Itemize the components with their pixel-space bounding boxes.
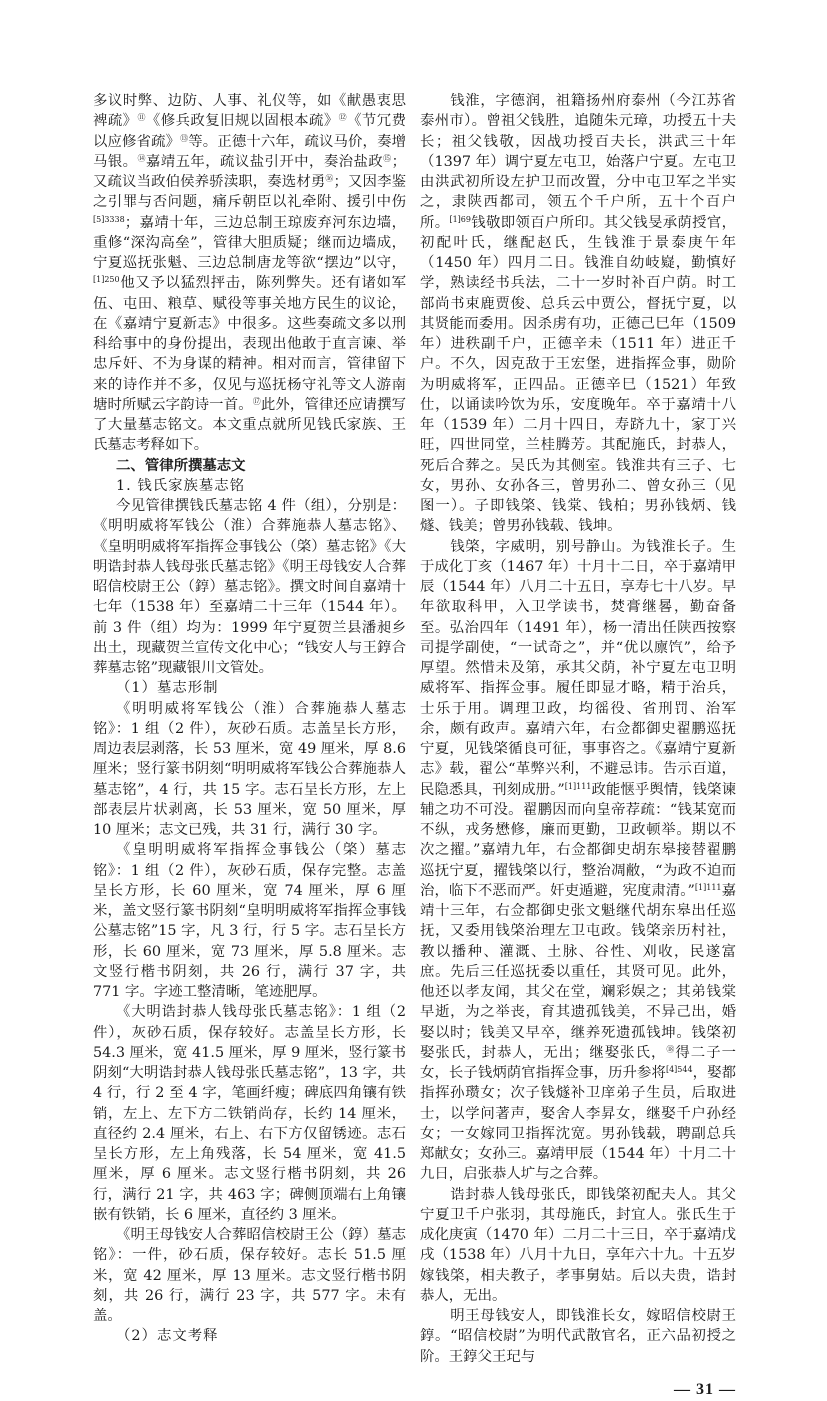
text-run: ，娶都指挥孙瓒女；次子钱燧补卫庠弟子生员，后取进士，以学问著声，娶舍人李昇女，继娶千户孙经女；一女嫁同卫指挥沈宽。男孙钱载，聘副总兵郑献女；女孙三。嘉靖甲辰（1544 年）十月二十九日，启张恭人圹与之合葬。 bbox=[420, 1065, 736, 1183]
paragraph bbox=[420, 1185, 736, 1307]
text-run: 今见管律撰钱氏墓志铭 4 件（组），分别是：《明明威将军钱公（淮）合葬施恭人墓志铭》、《皇明明威将军指挥佥事钱公（棨）墓志铭》《大明诰封恭人钱母张氏墓志铭》《明王母钱安人合葬昭信校尉王公（錞）墓志铭》。撰文时间自嘉靖十七年（1538 年）至嘉靖二十三年（1544 年）。前 3 件（组）均为：1999 年宁夏贺兰县潘昶乡出土，现藏贺兰宣传文化中心；“钱安人与王錞合葬墓志铭”现藏银川文管处。 bbox=[93, 498, 406, 676]
text-run: 政能惬乎舆情，钱棨谏辅之功不可没。翟鹏因而向皇帝荐疏：“钱某宽而不纵，戎务懋修，廉而更勤，卫政顿举。期以不次之擢。”嘉靖九年，右佥都御史胡东皋接替翟鹏巡抚宁夏，擢钱棨以行，整治凋敝，“为政不迫而治，临下不恶而严。奸吏遁避，宪度肃清。” bbox=[420, 781, 736, 899]
footnote-reference: [1]250 bbox=[93, 275, 120, 285]
paragraph bbox=[93, 840, 406, 1002]
text-run: 他又予以猛烈抨击，陈列弊失。还有诸如军伍、屯田、粮草、赋役等事关地方民生的议论，在《嘉靖宁夏新志》中很多。这些奏疏文多以刑科给事中的身份提出，表现出他敢于直言谏、举忠斥奸、不为身谋的精神。相对而言，管律留下来的诗作并不多，仅见与巡抚杨守礼等文人游南塘时所赋云字韵诗一首。 bbox=[93, 275, 406, 413]
text-run: 嘉靖十三年，右佥都御史张文魁继代胡东皋出任巡抚，又委用钱棨治理左卫屯政。钱棨亲历村社，教以播种、灌溉、土脉、谷性、刈收，民遂富庶。先后三任巡抚委以重任，其贤可见。此外，他还以孝友闻，其父在堂，斓彩娱之；其弟钱棠早逝，为之举丧，育其遗孤钱美，不异己出，婚娶以时；钱美又早卒，继养死遗孤钱坤。钱棨初娶张氏，封恭人，无出；继娶张氏， bbox=[420, 882, 736, 1061]
text-run: 《明王母钱安人合葬昭信校尉王公（錞）墓志铭》：一件，砂石质，保存较好。志长 51.5 厘米，宽 42 厘米，厚 13 厘米。志文竖行楷书阴刻，共 26 行，满行 23 字，共 577 字。未有盖。 bbox=[93, 1227, 406, 1324]
footnote-reference: [5]3338 bbox=[93, 214, 125, 224]
right-column bbox=[420, 91, 736, 1367]
text-run: ；嘉靖十年，三边总制王琼废弃河东边墙，重修“深沟高垒”，管律大胆质疑；继而边墙成，宁夏巡抚张魁、三边总制唐龙等欲“摆边”以守， bbox=[93, 214, 406, 271]
sub-subsection-heading bbox=[93, 1326, 406, 1346]
text-run: 1. 钱氏家族墓志铭 bbox=[116, 477, 246, 494]
paragraph bbox=[93, 91, 406, 456]
subsection-heading bbox=[93, 476, 406, 496]
page-number: — 31 — bbox=[674, 1380, 736, 1398]
paragraph bbox=[93, 699, 406, 841]
footnote-reference: ⑮ bbox=[383, 153, 392, 163]
footnote-reference: ⑬ bbox=[180, 133, 189, 143]
text-run: 《修兵政复旧规以固根本疏》 bbox=[145, 113, 339, 130]
text-run: 《节冗费以应修省疏》 bbox=[93, 113, 406, 150]
text-run: 《大明诰封恭人钱母张氏墓志铭》：1 组（2 件），灰砂石质，保存较好。志盖呈长方形，长 54.3 厘米，宽 41.5 厘米，厚 9 厘米，竖行篆书阴刻“大明诰封恭人钱母张氏墓志铭”，13 字，共 4 行，行 2 至 4 字，笔画纤瘦；碑底四角镶有铁销，左上、左下方二铁销尚存，长约 14 厘米，直径约 2.4 厘米，右上、右下方仅留锈迹。志石呈长方形，左上角残落，长 54 厘米，宽 41.5 厘米，厚 6 厘米。志文竖行楷书阴刻，共 26 行，满行 21 字，共 463 字；碑侧顶端右上角镶嵌有铁销，长 6 厘米，直径约 3 厘米。 bbox=[93, 1004, 406, 1223]
text-run: （1）墓志形制 bbox=[116, 680, 219, 697]
text-run: 钱敬即领百户所印。其父钱旻承荫授官，初配叶氏，继配赵氏，生钱淮于景泰庚午年（1450 年）四月二日。钱淮自幼岐嶷，勤慎好学，熟读经书兵法，二十一岁时补百户荫。时工部尚书束鹿贾俊、总兵云中贾公，督抚宁夏，以其贤能而委用。因杀虏有功，正德己巳年（1509 年）进秩副千户，正德辛未（1511 年）进正千户。不久，因克敌于王宏堡，进指挥佥事，勋阶为明威将军，正四品。正德辛巳（1521）年致仕，以诵读吟饮为乐，安度晚年。卒于嘉靖十八年（1539 年）二月十四日，寿跻九十，家丁兴旺，四世同堂，兰桂腾芳。其配施氏，封恭人，死后合葬之。吴氏为其侧室。钱淮共有三子、七女，男孙、女孙各三，曾男孙二、曾女孙三（见图一）。子即钱棨、钱棠、钱柏；男孙钱炳、钱燧、钱美；曾男孙钱载、钱坤。 bbox=[420, 214, 736, 535]
text-run: 钱棨，字威明，别号静山。为钱淮长子。生于成化丁亥（1467 年）十月十二日，卒于嘉靖甲辰（1544 年）八月二十五日，享寿七十八岁。早年欲取科甲，入卫学读书，焚膏继晷，勤奋备至。弘治四年（1491 年），杨一清出任陕西按察司提学副使，“一试奇之”，并“优以廪饩”，给予厚望。然惜未及第，承其父荫，补宁夏左屯卫明威将军、指挥佥事。履任即显才略，精于治兵，士乐于用。调理卫政，均徭役、省刑罚、治军余，颇有政声。嘉靖六年，右佥都御史翟鹏巡抚宁夏，见钱棨循良可征，事事咨之。《嘉靖宁夏新志》载，翟公“革弊兴利，不避忌讳。告示百道，民隐悉具，刊刻成册。” bbox=[420, 538, 736, 798]
text-run: 钱淮，字德润，祖籍扬州府泰州（今江苏省泰州市）。曾祖父钱胜，追随朱元璋，功授五十夫长；祖父钱敬，因战功授百夫长，洪武三十年（1397 年）调宁夏左屯卫，始落户宁夏。左屯卫由洪武初所设左护卫而改置，分中屯卫军之半实之，隶陕西都司，领五个千户所，五十个百户所。 bbox=[420, 93, 736, 231]
paragraph bbox=[420, 537, 736, 1185]
text-run: ；又疏议当政伯侯养骄渎职，奏选材勇 bbox=[93, 153, 406, 190]
footnote-reference: ⑯ bbox=[325, 174, 334, 183]
text-run: 多议时弊、边防、人事、礼仪等，如《献愚衷思裨疏》 bbox=[93, 93, 406, 130]
text-run: 二、管律所撰墓志文 bbox=[116, 456, 246, 474]
footnote-reference: ⑫ bbox=[338, 113, 348, 123]
footnote-reference: [1]111 bbox=[694, 882, 722, 892]
paragraph bbox=[93, 1225, 406, 1326]
footnote-reference: ⑱ bbox=[666, 1044, 676, 1054]
text-run: 《明明威将军钱公（淮）合葬施恭人墓志铭》：1 组（2 件），灰砂石质。志盖呈长方形，周边表层剥落，长 53 厘米，宽 49 厘米，厚 8.6 厘米；竖行篆书阴刻“明明威将军钱公合葬施恭人墓志铭”，4 行，共 15 字。志石呈长方形，左上部表层片状剥离，长 53 厘米，宽 50 厘米，厚 10 厘米；志文已残，共 31 行，满行 30 字。 bbox=[93, 700, 406, 838]
left-column bbox=[93, 91, 406, 1347]
text-run: 嘉靖五年，疏议盐引开中，奏治盐政 bbox=[145, 153, 384, 170]
text-run: （2）志文考释 bbox=[116, 1328, 219, 1345]
paragraph bbox=[420, 1306, 736, 1367]
text-run: 等。正德十六年，疏议马价，奏增马银。 bbox=[93, 133, 406, 170]
right-column-wrapper bbox=[420, 91, 736, 1401]
sub-subsection-heading bbox=[93, 678, 406, 698]
text-run: 明王母钱安人，即钱淮长女，嫁昭信校尉王錞。“昭信校尉”为明代武散官名，正六品初授之阶。王錞父王玘与 bbox=[420, 1308, 736, 1365]
paragraph bbox=[420, 91, 736, 537]
section-heading bbox=[93, 456, 406, 476]
footnote-reference: [1]69 bbox=[449, 214, 471, 224]
text-run: 得二子一女，长子钱炳荫官指挥佥事，历升参将 bbox=[420, 1044, 736, 1081]
footnote-reference: ⑪ bbox=[137, 113, 146, 123]
paragraph bbox=[93, 496, 406, 678]
text-run: ；又因李鉴之引罪与否问题，痛斥朝臣以礼牵附、援引中伤 bbox=[93, 174, 406, 211]
text-run: 《皇明明威将军指挥佥事钱公（棨）墓志铭》：1 组（2 件），灰砂石质，保存完整。志盖呈长方形，长 60 厘米，宽 74 厘米，厚 6 厘米，盖文竖行篆书阴刻“皇明明威将军指挥佥事钱公墓志铭”15 字，凡 3 行，行 5 字。志石呈长方形，长 60 厘米，宽 73 厘米，厚 5.8 厘米。志文竖行楷书阴刻，共 26 行，满行 37 字，共 771 字。字迹工整清晰，笔迹肥厚。 bbox=[93, 842, 406, 1000]
footnote-reference: ⑰ bbox=[252, 396, 261, 406]
footnote-reference: [4]544 bbox=[665, 1065, 693, 1074]
footnote-reference: ⑭ bbox=[137, 153, 146, 163]
footnote-reference: [1]111 bbox=[564, 781, 592, 791]
text-run: 诰封恭人钱母张氏，即钱棨初配夫人。其父宁夏卫千户张羽，其母施氏，封宜人。张氏生于成化庚寅（1470 年）二月二十三日，卒于嘉靖戊戌（1538 年）八月十九日，享年六十九。十五岁嫁钱棨，相夫教子，孝事舅姑。后以夫贵，诰封恭人，无出。 bbox=[420, 1186, 736, 1304]
text-run: 此外，管律还应请撰写了大量墓志铭文。本文重点就所见钱氏家族、王氏墓志考释如下。 bbox=[93, 396, 406, 454]
